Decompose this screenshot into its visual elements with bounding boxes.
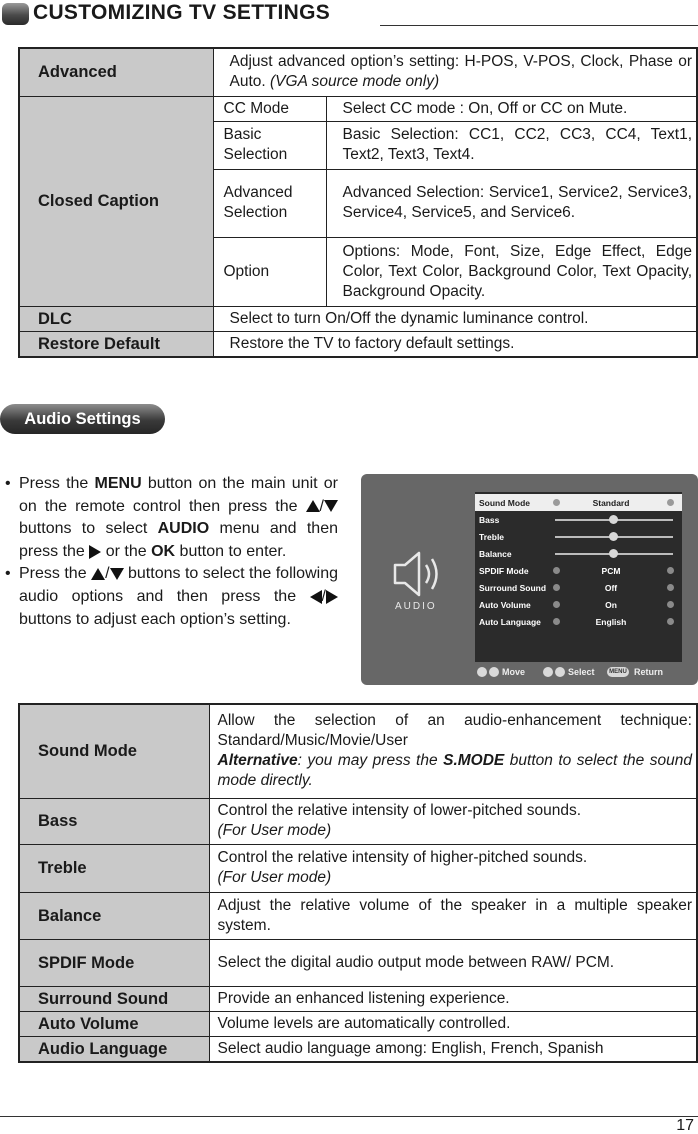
row-key-audio-language: Audio Language: [19, 1036, 209, 1062]
page-header: [0, 0, 698, 28]
left-arrow-icon: [553, 567, 560, 574]
menu-item-balance[interactable]: Balance: [475, 545, 682, 562]
left-arrow-icon: [553, 584, 560, 591]
slider-knob[interactable]: [609, 515, 618, 524]
menu-item-sound-mode[interactable]: Sound Mode Standard: [475, 494, 682, 511]
footer-rule: [0, 1116, 698, 1117]
up-arrow-icon: [306, 500, 320, 512]
down-arrow-icon: [110, 568, 124, 580]
menu-item-auto-volume[interactable]: Auto Volume On: [475, 596, 682, 613]
right-arrow-icon: [667, 618, 674, 625]
table-row: [19, 798, 697, 844]
right-arrow-icon: [667, 601, 674, 608]
row-desc-audio-language: Select audio language among: English, French, Spanish: [209, 1036, 697, 1062]
table-row: [19, 48, 697, 96]
right-arrow-icon: [326, 590, 338, 604]
row-key-advanced: Advanced: [19, 48, 213, 96]
cc-sub-label: CC Mode: [213, 96, 326, 121]
table-row: [19, 704, 697, 798]
table-row: [19, 986, 697, 1011]
slider-knob[interactable]: [609, 549, 618, 558]
row-key-bass: Bass: [19, 798, 209, 844]
row-desc-bass: Control the relative intensity of lower-pitched sounds. (For User mode): [209, 798, 697, 844]
slider-knob[interactable]: [609, 532, 618, 541]
cc-sub-label: Basic Selection: [213, 121, 326, 169]
row-key-sound-mode: Sound Mode: [19, 704, 209, 798]
speaker-icon: [391, 549, 443, 599]
table-row: [19, 1011, 697, 1036]
audio-settings-table: [18, 703, 698, 1063]
right-arrow-icon: [667, 567, 674, 574]
menu-footer-hints: [475, 666, 685, 680]
up-arrow-icon: [91, 568, 105, 580]
row-desc-surround-sound: Provide an enhanced listening experience.: [209, 986, 697, 1011]
audio-icon-label: AUDIO: [395, 601, 437, 612]
row-desc-auto-volume: Volume levels are automatically controlled.: [209, 1011, 697, 1036]
left-arrow-icon: [553, 618, 560, 625]
menu-button-icon: MENU: [607, 667, 629, 677]
return-hint: Return: [634, 667, 663, 677]
move-hint: Move: [502, 667, 526, 677]
select-hint: Select: [568, 667, 595, 677]
advanced-settings-table: [18, 47, 698, 358]
up-button-icon: [477, 667, 487, 677]
table-row: [19, 939, 697, 986]
instruction-item: • Press the MENU button on the main unit or on the remote control then press the / buttons to select AUDIO menu and then press the or the OK button to enter.: [5, 475, 339, 560]
menu-item-treble[interactable]: Treble: [475, 528, 682, 545]
table-row: [19, 844, 697, 892]
row-desc-dlc: Select to turn On/Off the dynamic luminance control.: [213, 306, 697, 331]
audio-instructions: [5, 473, 338, 631]
table-row: [19, 892, 697, 939]
row-desc-spdif-mode: Select the digital audio output mode between RAW/ PCM.: [209, 939, 697, 986]
down-button-icon: [489, 667, 499, 677]
row-desc-advanced: Adjust advanced option’s setting: H-POS, V-POS, Clock, Phase or Auto. (VGA source mode only): [213, 48, 697, 96]
row-desc-sound-mode: Allow the selection of an audio-enhancement technique: Standard/Music/Movie/User Alternative: you may press the S.MODE button to select the sound mode directly.: [209, 704, 697, 798]
right-arrow-icon: [667, 499, 674, 506]
right-arrow-icon: [667, 584, 674, 591]
page-title: CUSTOMIZING TV SETTINGS: [33, 1, 331, 24]
header-rule: [380, 25, 698, 26]
menu-item-spdif-mode[interactable]: SPDIF Mode PCM: [475, 562, 682, 579]
row-key-surround-sound: Surround Sound: [19, 986, 209, 1011]
row-key-treble: Treble: [19, 844, 209, 892]
row-key-spdif-mode: SPDIF Mode: [19, 939, 209, 986]
left-arrow-icon: [553, 601, 560, 608]
tv-audio-menu-screenshot: [361, 474, 698, 685]
header-badge-icon: [2, 3, 29, 25]
right-arrow-icon: [89, 545, 101, 559]
right-button-icon: [555, 667, 565, 677]
left-arrow-icon: [310, 590, 322, 604]
row-key-balance: Balance: [19, 892, 209, 939]
audio-settings-section-title: Audio Settings: [0, 404, 165, 434]
cc-sub-label: Option: [213, 237, 326, 306]
row-desc-restore-default: Restore the TV to factory default settings.: [213, 331, 697, 357]
menu-item-bass[interactable]: Bass: [475, 511, 682, 528]
table-row: [19, 1036, 697, 1062]
left-button-icon: [543, 667, 553, 677]
down-arrow-icon: [324, 500, 338, 512]
row-key-closed-caption: Closed Caption: [19, 96, 213, 306]
row-key-auto-volume: Auto Volume: [19, 1011, 209, 1036]
audio-menu: [475, 492, 682, 662]
row-key-restore-default: Restore Default: [19, 331, 213, 357]
row-key-dlc: DLC: [19, 306, 213, 331]
row-desc-treble: Control the relative intensity of higher-pitched sounds. (For User mode): [209, 844, 697, 892]
page-number: 17: [676, 1117, 694, 1134]
menu-item-surround-sound[interactable]: Surround Sound Off: [475, 579, 682, 596]
row-desc-balance: Adjust the relative volume of the speaker in a multiple speaker system.: [209, 892, 697, 939]
table-row: [19, 306, 697, 331]
cc-sub-label: Advanced Selection: [213, 169, 326, 237]
table-row: [19, 96, 697, 121]
instruction-item: • Press the / buttons to select the following audio options and then press the / buttons to adjust each option’s setting.: [5, 565, 338, 628]
left-arrow-icon: [553, 499, 560, 506]
cc-sub-desc: Basic Selection: CC1, CC2, CC3, CC4, Text1, Text2, Text3, Text4.: [326, 121, 697, 169]
cc-sub-desc: Select CC mode : On, Off or CC on Mute.: [326, 96, 697, 121]
menu-item-auto-language[interactable]: Auto Language English: [475, 613, 682, 630]
table-row: [19, 331, 697, 357]
cc-sub-desc: Advanced Selection: Service1, Service2, Service3, Service4, Service5, and Service6.: [326, 169, 697, 237]
cc-sub-desc: Options: Mode, Font, Size, Edge Effect, Edge Color, Text Color, Background Color, Text Opacity, Background Opacity.: [326, 237, 697, 306]
